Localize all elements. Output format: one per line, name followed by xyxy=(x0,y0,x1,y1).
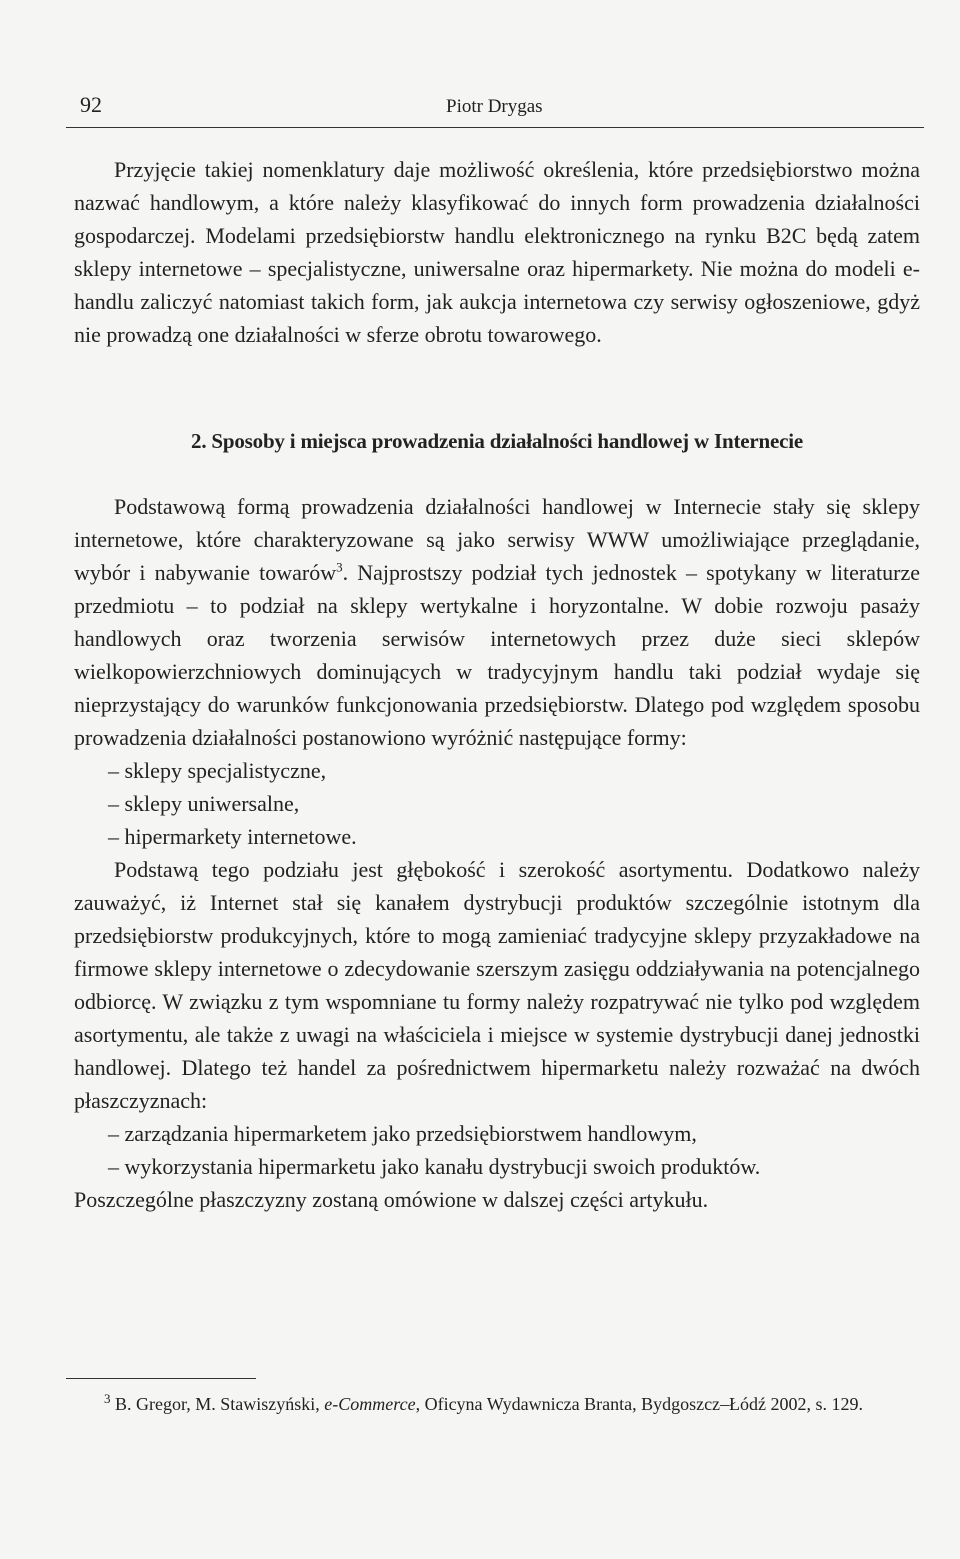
paragraph-forms-text-b: . Najprostszy podział tych jednostek – spotykany w literaturze przedmiotu – to podział na sklepy wertykalne i horyzontalne. W dobie rozwoju pasaży handlowych oraz tworzenia serwisów internetowych przez duże sieci sklepów wielkopowierzchniowych dominujących w tradycyjnym handlu taki podział wydaje się nieprzystający do warunków funkcjonowania przedsiębiorstw. Dlatego pod względem sposobu prowadzenia działalności postanowiono wyróżnić następujące formy: xyxy=(74,560,920,750)
paragraph-forms xyxy=(74,490,920,754)
paragraph-assortment: Podstawą tego podziału jest głębokość i szerokość asortymentu. Dodatkowo należy zauważyć, iż Internet stał się kanałem dystrybucji produktów szczególnie istotnym dla przedsiębiorstw produkcyjnych, które to mogą zamieniać tradycyjne sklepy przyzakładowe na firmowe sklepy internetowe o zdecydowanie szerszym zasięgu oddziaływania na potencjalnego odbiorcę. W związku z tym wspomniane tu formy należy rozpatrywać nie tylko pod względem asortymentu, ale także z uwagi na właściciela i miejsce w systemie dystrybucji danej jednostki handlowej. Dlatego też handel za pośrednictwem hipermarketu należy rozważać na dwóch płaszczyznach: xyxy=(74,857,920,1113)
footnote-mark: 3 xyxy=(104,1391,111,1406)
header-rule xyxy=(66,127,924,128)
footnote-text-b: , Oficyna Wydawnicza Branta, Bydgoszcz–Łódź 2002, s. 129. xyxy=(415,1394,864,1414)
page-number: 92 xyxy=(80,92,102,117)
list-item: – sklepy uniwersalne, xyxy=(108,791,300,816)
list-item: – wykorzystania hipermarketu jako kanału dystrybucji swoich produktów. xyxy=(108,1154,761,1179)
list-item: – sklepy specjalistyczne, xyxy=(108,758,327,783)
article-body xyxy=(74,153,920,1216)
forms-list xyxy=(74,754,920,853)
list-item: – zarządzania hipermarketem jako przedsiębiorstwem handlowym, xyxy=(108,1121,697,1146)
section-heading: 2. Sposoby i miejsca prowadzenia działalności handlowej w Internecie xyxy=(191,429,803,453)
footnote-rule xyxy=(66,1378,256,1379)
paragraph-closing: Poszczególne płaszczyzny zostaną omówione w dalszej części artykułu. xyxy=(74,1187,709,1212)
running-head-author: Piotr Drygas xyxy=(446,96,543,117)
footnote-text-a: B. Gregor, M. Stawiszyński, xyxy=(110,1394,325,1414)
paragraph-intro: Przyjęcie takiej nomenklatury daje możliwość określenia, które przedsiębiorstwo można nazwać handlowym, a które należy klasyfikować do innych form prowadzenia działalności gospodarczej. Modelami przedsiębiorstw handlu elektronicznego na rynku B2C będą zatem sklepy internetowe – specjalistyczne, uniwersalne oraz hipermarkety. Nie można do modeli e-handlu zaliczyć natomiast takich form, jak aukcja internetowa czy serwisy ogłoszeniowe, gdyż nie prowadzą one działalności w sferze obrotu towarowego. xyxy=(74,157,920,347)
paragraph-forms-text-a: Podstawową formą prowadzenia działalności handlowej w Internecie stały się sklepy internetowe, które charakteryzowane są jako serwisy WWW umożliwiające przeglądanie, wybór i nabywanie towarów xyxy=(74,494,920,585)
footnote-title: e-Commerce xyxy=(324,1394,416,1414)
footnote xyxy=(66,1390,920,1418)
planes-list xyxy=(74,1117,920,1183)
running-header xyxy=(66,90,920,126)
list-item: – hipermarkety internetowe. xyxy=(108,824,357,849)
footnote-reference: 3 xyxy=(336,559,343,575)
